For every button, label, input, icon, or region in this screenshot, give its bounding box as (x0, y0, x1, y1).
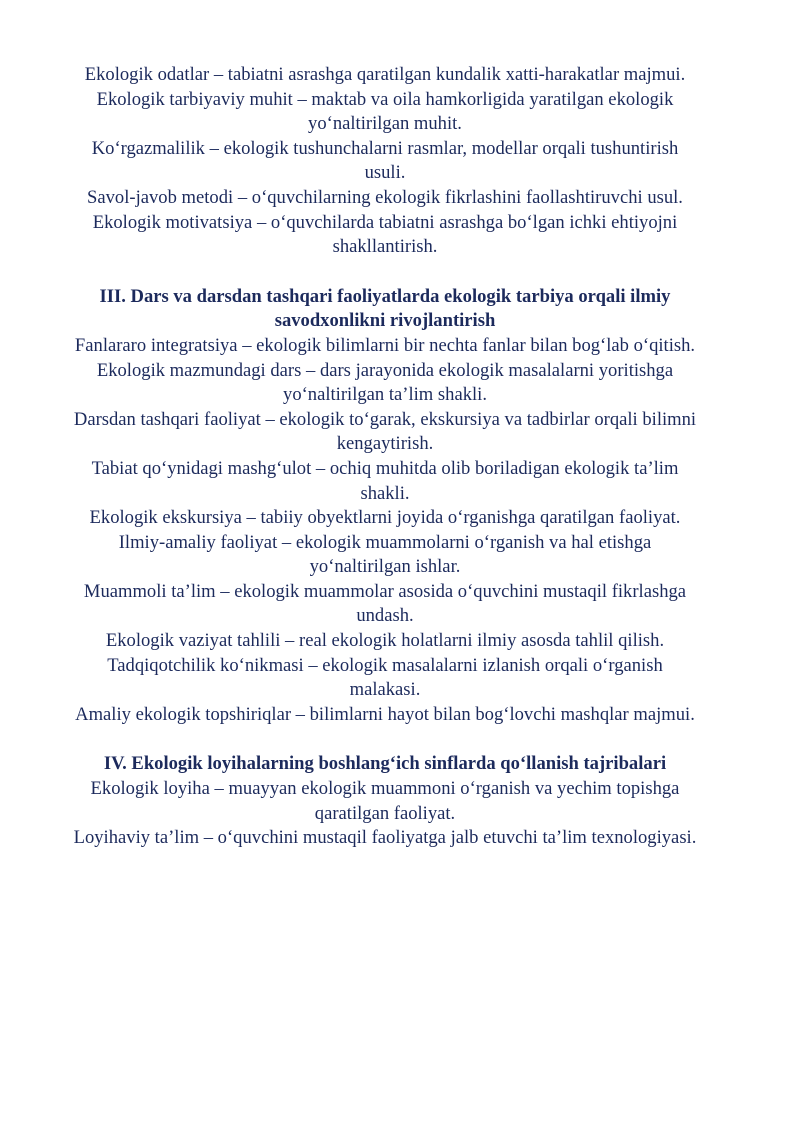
definition-item: Ekologik mazmundagi dars – dars jarayonida ekologik masalalarni yoritishga yo‘naltirilgan ta’lim shakli. (96, 359, 674, 406)
definition-item: Tabiat qo‘ynidagi mashg‘ulot – ochiq muhitda olib boriladigan ekologik ta’lim shakli. (91, 457, 679, 504)
definition-item: Amaliy ekologik topshiriqlar – bilimlarni hayot bilan bog‘lovchi mashqlar majmui. (75, 703, 695, 725)
definition-item: Ekologik loyiha – muayyan ekologik muammoni o‘rganish va yechim topishga qaratilgan faoliyat. (90, 778, 680, 824)
definition-item: Savol-javob metodi – o‘quvchilarning ekologik fikrlashini faollashtiruvchi usul. (87, 186, 683, 208)
definition-item: Ekologik ekskursiya – tabiiy obyektlarni joyida o‘rganishga qaratilgan faoliyat. (89, 507, 681, 529)
definition-item: Ekologik motivatsiya – o‘quvchilarda tabiatni asrashga bo‘lgan ichki ehtiyojni shakllantirish. (92, 211, 678, 258)
definition-item: Ekologik tarbiyaviy muhit – maktab va oila hamkorligida yaratilgan ekologik yo‘naltirilgan muhit. (96, 88, 674, 135)
intro-definitions (70, 63, 700, 260)
definition-item: Darsdan tashqari faoliyat – ekologik to‘garak, ekskursiya va tadbirlar orqali bilimni kengaytirish. (73, 408, 697, 455)
section-heading-iv: IV. Ekologik loyihalarning boshlang‘ich sinflarda qo‘llanish tajribalari (103, 753, 667, 775)
section-iii-definitions (70, 334, 700, 728)
definition-item: Ilmiy-amaliy faoliyat – ekologik muammolarni o‘rganish va hal etishga yo‘naltirilgan ishlar. (118, 531, 652, 578)
definition-item: Loyihaviy ta’lim – o‘quvchini mustaqil faoliyatga jalb etuvchi ta’lim texnologiyasi. (73, 827, 697, 849)
definition-item: Tadqiqotchilik ko‘nikmasi – ekologik masalalarni izlanish orqali o‘rganish malakasi. (107, 654, 663, 701)
section-heading-iii: III. Dars va darsdan tashqari faoliyatlarda ekologik tarbiya orqali ilmiy savodxonlikni rivojlantirish (99, 285, 671, 332)
definition-item: Ekologik odatlar – tabiatni asrashga qaratilgan kundalik xatti-harakatlar majmui. (84, 64, 686, 85)
definition-item: Fanlararo integratsiya – ekologik bilimlarni bir nechta fanlar bilan bog‘lab o‘qitish. (74, 334, 696, 356)
definition-item: Muammoli ta’lim – ekologik muammolar asosida o‘quvchini mustaqil fikrlashga undash. (83, 580, 687, 627)
definition-item: Ekologik vaziyat tahlili – real ekologik holatlarni ilmiy asosda tahlil qilish. (105, 630, 665, 652)
definition-item: Ko‘rgazmalilik – ekologik tushunchalarni rasmlar, modellar orqali tushuntirish usuli. (91, 137, 679, 184)
section-iv-definitions (70, 777, 700, 851)
document-page (70, 63, 700, 851)
